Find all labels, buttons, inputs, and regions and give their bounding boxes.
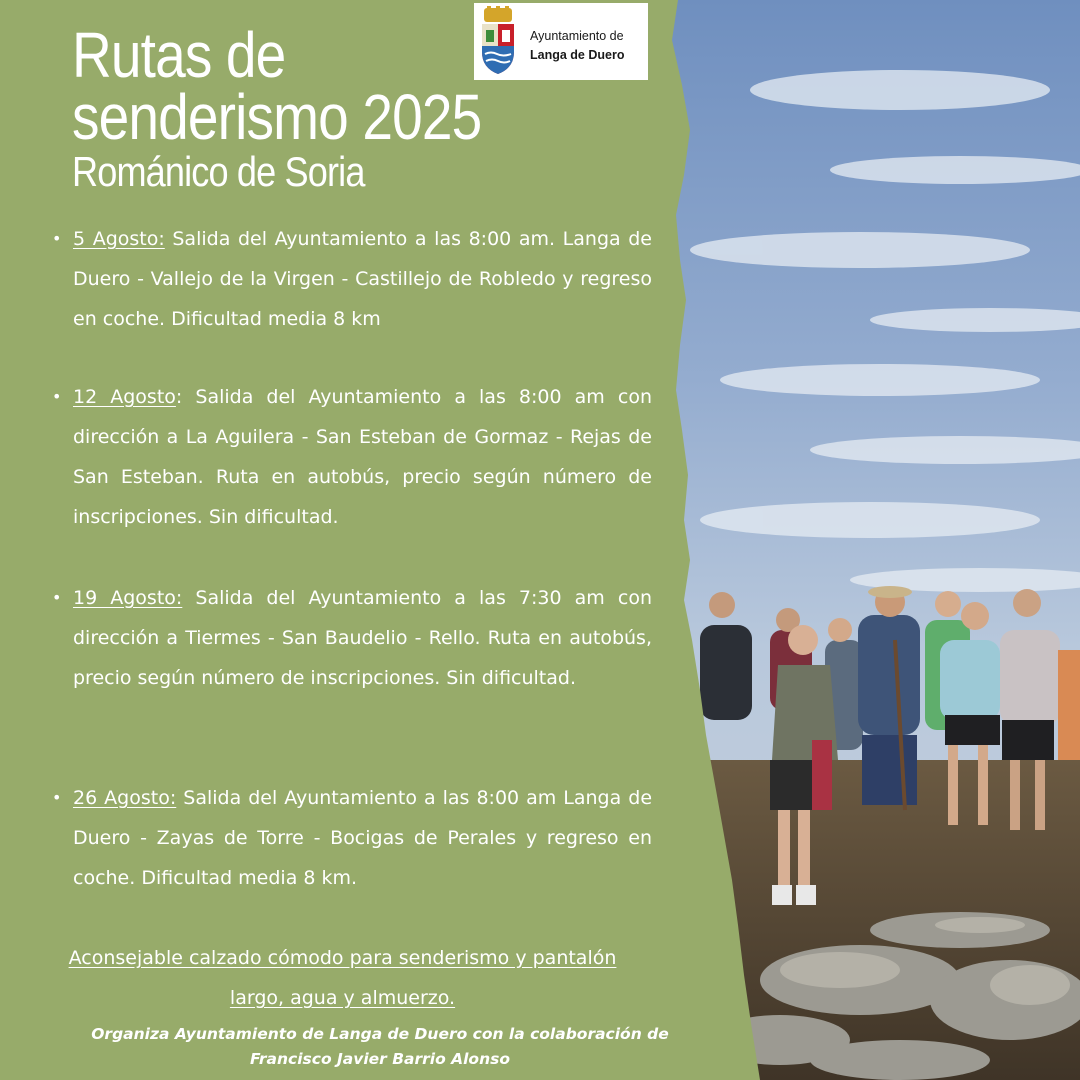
organizer-credit: Organiza Ayuntamiento de Langa de Duero con la colaboración de Francisco Javier Barrio Alonso — [91, 1025, 669, 1068]
bullet-icon: • — [52, 588, 62, 607]
route-description: : Salida del Ayuntamiento a las 8:00 am con dirección a La Aguilera - San Esteban de Gormaz - Rejas de San Esteban. Ruta en autobús, precio según número de inscripciones. Sin dificultad. — [73, 386, 652, 528]
page-subtitle: Románico de Soria — [72, 148, 365, 195]
bullet-icon: • — [52, 387, 62, 406]
page-title-line-1: Rutas de — [72, 19, 286, 91]
route-text — [73, 219, 652, 339]
route-item — [52, 377, 652, 537]
route-text — [73, 377, 652, 537]
route-description: Salida del Ayuntamiento a las 8:00 am Langa de Duero - Zayas de Torre - Bocigas de Perales y regreso en coche. Dificultad media 8 km. — [73, 787, 653, 889]
logo-text — [530, 27, 624, 65]
advice-note: Aconsejable calzado cómodo para senderismo y pantalón largo, agua y almuerzo. — [68, 947, 617, 1009]
page-title-line-2: senderismo 2025 — [72, 81, 482, 153]
coat-of-arms-icon — [478, 6, 518, 76]
route-date: 5 Agosto: — [73, 228, 165, 250]
route-description: Salida del Ayuntamiento a las 8:00 am. Langa de Duero - Vallejo de la Virgen - Castillejo de Robledo y regreso en coche. Dificultad media 8 km — [73, 228, 653, 330]
bullet-icon: • — [52, 788, 62, 807]
route-item — [52, 219, 652, 339]
route-description: Salida del Ayuntamiento a las 7:30 am con dirección a Tiermes - San Baudelio - Rello. Ruta en autobús, precio según número de inscripciones. Sin dificultad. — [73, 587, 652, 689]
town-hall-logo — [474, 3, 648, 80]
route-text — [73, 578, 652, 698]
route-date: 19 Agosto: — [73, 587, 183, 609]
route-date: 26 Agosto: — [73, 787, 177, 809]
bullet-icon: • — [52, 229, 62, 248]
logo-line-1: Ayuntamiento de — [530, 29, 624, 43]
route-item — [52, 578, 652, 698]
route-date: 12 Agosto — [73, 386, 176, 408]
logo-line-2: Langa de Duero — [530, 48, 625, 62]
route-text — [73, 778, 652, 898]
route-item — [52, 778, 652, 898]
